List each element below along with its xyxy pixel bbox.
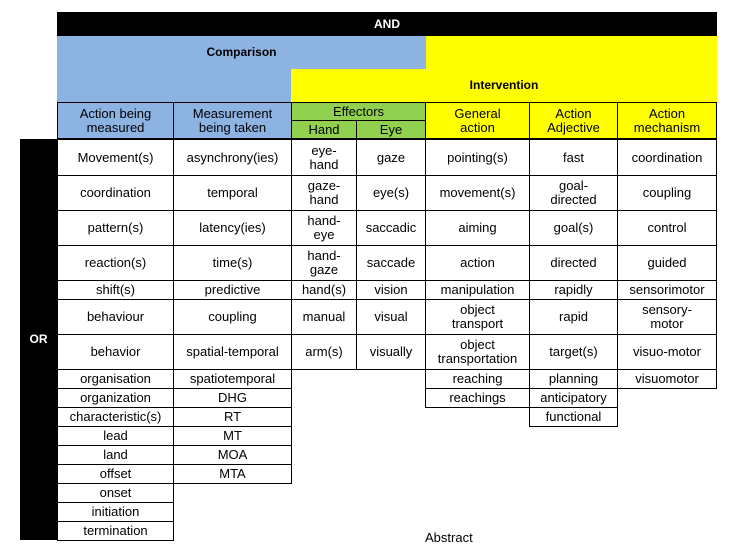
action-measured-cell: behavior [57, 334, 174, 370]
hand-effector-cell: manual [291, 299, 357, 335]
action-measured-cell: shift(s) [57, 280, 174, 300]
measurement-cell: MTA [173, 464, 292, 484]
comparison-header: Comparison [57, 36, 426, 69]
measurement-cell: coupling [173, 299, 292, 335]
action-measured-cell: initiation [57, 502, 174, 522]
action-mechanism-cell: coupling [617, 175, 717, 211]
measurement-cell: RT [173, 407, 292, 427]
general-action-cell: object transportation [425, 334, 530, 370]
action-measured-cell: Movement(s) [57, 139, 174, 176]
general-action-cell: reachings [425, 388, 530, 408]
header-hand: Hand [291, 120, 357, 139]
measurement-cell: latency(ies) [173, 210, 292, 246]
action-measured-cell: behaviour [57, 299, 174, 335]
action-adjective-cell: rapid [529, 299, 618, 335]
measurement-cell: temporal [173, 175, 292, 211]
action-measured-cell: reaction(s) [57, 245, 174, 281]
action-measured-cell: pattern(s) [57, 210, 174, 246]
action-measured-cell: organization [57, 388, 174, 408]
header-effectors: Effectors [291, 102, 426, 121]
action-adjective-cell: fast [529, 139, 618, 176]
action-adjective-cell: directed [529, 245, 618, 281]
measurement-cell: DHG [173, 388, 292, 408]
action-measured-cell: coordination [57, 175, 174, 211]
measurement-cell: asynchrony(ies) [173, 139, 292, 176]
action-adjective-cell: planning [529, 369, 618, 389]
action-mechanism-cell: control [617, 210, 717, 246]
cropped-footer-text: Abstract [425, 530, 473, 545]
eye-effector-cell: saccadic [356, 210, 426, 246]
general-action-cell: object transport [425, 299, 530, 335]
or-label: OR [20, 139, 57, 540]
eye-effector-cell: saccade [356, 245, 426, 281]
measurement-cell: spatial-temporal [173, 334, 292, 370]
action-measured-cell: termination [57, 521, 174, 541]
intervention-top-band [426, 36, 717, 69]
measurement-cell: time(s) [173, 245, 292, 281]
header-eye: Eye [356, 120, 426, 139]
header-action-mechanism: Action mechanism [617, 102, 717, 139]
hand-effector-cell: hand- gaze [291, 245, 357, 281]
measurement-cell: spatiotemporal [173, 369, 292, 389]
general-action-cell: reaching [425, 369, 530, 389]
general-action-cell: action [425, 245, 530, 281]
intervention-header: Intervention [291, 69, 717, 102]
header-general-action: General action [425, 102, 530, 139]
action-measured-cell: lead [57, 426, 174, 446]
action-mechanism-cell: sensory- motor [617, 299, 717, 335]
and-header: AND [57, 12, 717, 36]
action-adjective-cell: functional [529, 407, 618, 427]
action-measured-cell: offset [57, 464, 174, 484]
general-action-cell: movement(s) [425, 175, 530, 211]
header-measurement: Measurement being taken [173, 102, 292, 139]
hand-effector-cell: hand- eye [291, 210, 357, 246]
eye-effector-cell: visual [356, 299, 426, 335]
action-mechanism-cell: visuo-motor [617, 334, 717, 370]
action-measured-cell: land [57, 445, 174, 465]
header-action-measured: Action being measured [57, 102, 174, 139]
action-measured-cell: organisation [57, 369, 174, 389]
header-action-adjective: Action Adjective [529, 102, 618, 139]
measurement-cell: MOA [173, 445, 292, 465]
action-mechanism-cell: sensorimotor [617, 280, 717, 300]
action-adjective-cell: target(s) [529, 334, 618, 370]
hand-effector-cell: gaze- hand [291, 175, 357, 211]
action-measured-cell: onset [57, 483, 174, 503]
hand-effector-cell: hand(s) [291, 280, 357, 300]
action-mechanism-cell: visuomotor [617, 369, 717, 389]
eye-effector-cell: vision [356, 280, 426, 300]
general-action-cell: manipulation [425, 280, 530, 300]
action-measured-cell: characteristic(s) [57, 407, 174, 427]
action-mechanism-cell: coordination [617, 139, 717, 176]
general-action-cell: aiming [425, 210, 530, 246]
hand-effector-cell: arm(s) [291, 334, 357, 370]
action-mechanism-cell: guided [617, 245, 717, 281]
action-adjective-cell: rapidly [529, 280, 618, 300]
measurement-cell: MT [173, 426, 292, 446]
action-adjective-cell: goal- directed [529, 175, 618, 211]
action-adjective-cell: goal(s) [529, 210, 618, 246]
comparison-band [57, 69, 291, 102]
eye-effector-cell: gaze [356, 139, 426, 176]
hand-effector-cell: eye- hand [291, 139, 357, 176]
eye-effector-cell: eye(s) [356, 175, 426, 211]
measurement-cell: predictive [173, 280, 292, 300]
general-action-cell: pointing(s) [425, 139, 530, 176]
action-adjective-cell: anticipatory [529, 388, 618, 408]
eye-effector-cell: visually [356, 334, 426, 370]
